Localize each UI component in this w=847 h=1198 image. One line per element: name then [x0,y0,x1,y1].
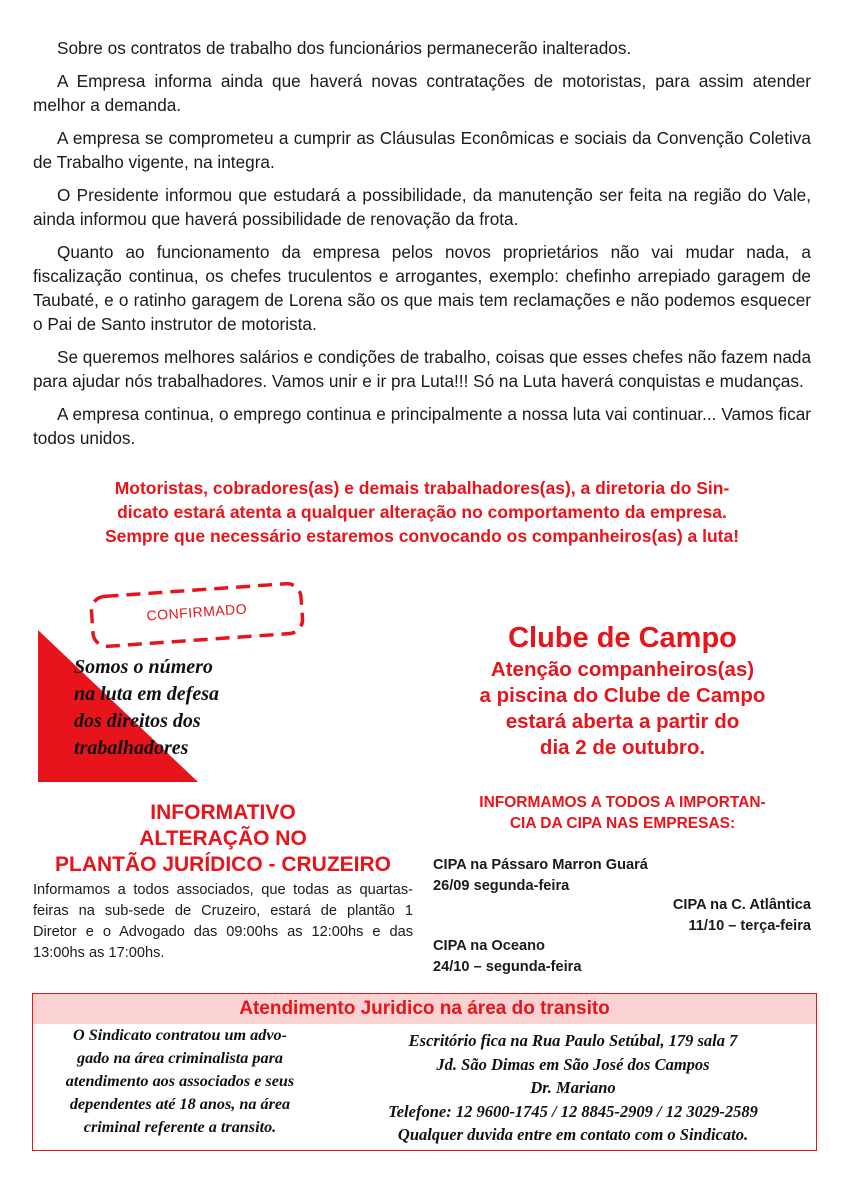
slogan-line: na luta em defesa [74,683,219,705]
slogan-line: Somos o número [74,656,213,678]
atendimento-contact [338,1029,808,1147]
paragraph: Se queremos melhores salários e condições de trabalho, coisas que esses chefes não fazem nada para ajudar nós trabalhadores. Vamos unir e ir pra Luta!!! Só na Luta haverá conquistas e mudanças. [33,347,811,391]
paragraph: A empresa se comprometeu a cumprir as Cláusulas Econômicas e sociais da Convenção Coletiva de Trabalho vigente, na integra. [33,128,811,172]
union-notice [33,476,811,548]
clube-line: estará aberta a partir do [505,710,740,733]
atendimento-box [32,993,817,1151]
cipa-item-date: 11/10 – terça-feira [688,918,811,934]
informativo-title-line: PLANTÃO JURÍDICO - CRUZEIRO [55,853,391,876]
cipa-item [433,855,648,897]
atendimento-left-line: atendimento aos associados e seus [65,1072,295,1090]
cipa-item [580,895,811,937]
notice-line: Sempre que necessário estaremos convocando os companheiros(as) a luta! [104,526,740,546]
paragraph: A empresa continua, o emprego continua e principalmente a nossa luta vai continuar... Vamos ficar todos unidos. [33,404,811,448]
notice-line: Motoristas, cobradores(as) e demais trabalhadores(as), a diretoria do Sin- [114,478,730,498]
atendimento-contact-line: Escritório fica na Rua Paulo Setúbal, 179 sala 7 [408,1031,738,1050]
clube-line: dia 2 de outubro. [539,736,706,759]
cipa-item-date: 26/09 segunda-feira [433,878,570,894]
clube-announcement-lines [430,657,815,761]
atendimento-contact-line: Jd. São Dimas em São José dos Campos [436,1054,710,1074]
atendimento-left-line: gado na área criminalista para [77,1049,283,1067]
cipa-title-line: CIA DA CIPA NAS EMPRESAS: [509,815,736,832]
slogan-line: trabalhadores [74,737,189,759]
informativo-title [33,800,413,878]
informativo-title-line: ALTERAÇÃO NO [139,827,307,850]
cipa-item [433,936,581,978]
clube-title: Clube de Campo [508,622,737,654]
cipa-title [430,792,815,834]
notice-line: dicato estará atenta a qualquer alteração no comportamento da empresa. [117,502,727,522]
stamp-label: CONFIRMADO [146,600,248,624]
cipa-item-name: CIPA na Pássaro Marron Guará [433,857,648,873]
paragraph: Sobre os contratos de trabalho dos funcionários permanecerão inalterados. [57,38,632,58]
atendimento-header: Atendimento Juridico na área do transito [33,994,816,1024]
informativo-body: Informamos a todos associados, que todas as quartas-feiras na sub-sede de Cruzeiro, estará de plantão 1 Diretor e o Advogado das 09:00hs as 12:00hs e das 13:00hs as 17:00hs. [33,882,413,961]
slogan-line: dos direitos dos [74,710,201,732]
cipa-item-name: CIPA na C. Atlântica [672,897,811,913]
atendimento-left-line: dependentes até 18 anos, na área [69,1095,291,1113]
atendimento-phone: Telefone: 12 9600-1745 / 12 8845-2909 / 12 3029-2589 [388,1101,758,1121]
atendimento-left-line: criminal referente a transito. [83,1118,277,1136]
clube-line: a piscina do Clube de Campo [479,684,766,707]
informativo-title-line: INFORMATIVO [150,801,296,824]
atendimento-contact-line: Dr. Mariano [530,1078,616,1097]
slogan [74,654,274,762]
cipa-title-line: INFORMAMOS A TODOS A IMPORTAN- [479,794,766,811]
article-body [33,36,811,459]
paragraph: O Presidente informou que estudará a possibilidade, da manutenção ser feita na região do Vale, ainda informou que haverá possibilidade de renovação da frota. [33,185,811,229]
atendimento-left-text [35,1024,325,1139]
cipa-item-name: CIPA na Oceano [433,938,545,954]
clube-line: Atenção companheiros(as) [490,658,755,681]
cipa-item-date: 24/10 – segunda-feira [433,959,582,975]
paragraph: A Empresa informa ainda que haverá novas contratações de motoristas, para assim atender melhor a demanda. [33,71,811,115]
paragraph: Quanto ao funcionamento da empresa pelos novos proprietários não vai mudar nada, a fiscalização continua, os chefes truculentos e arrogantes, exemplo: chefinho arrepiado garagem de Taubaté, e o ratinho garagem de Lorena são os que mais tem reclamações e não podemos esquecer o Pai de Santo instrutor de motorista. [33,242,811,334]
atendimento-left-line: O Sindicato contratou um advo- [72,1026,288,1044]
atendimento-contact-line: Qualquer duvida entre em contato com o Sindicato. [397,1125,749,1144]
